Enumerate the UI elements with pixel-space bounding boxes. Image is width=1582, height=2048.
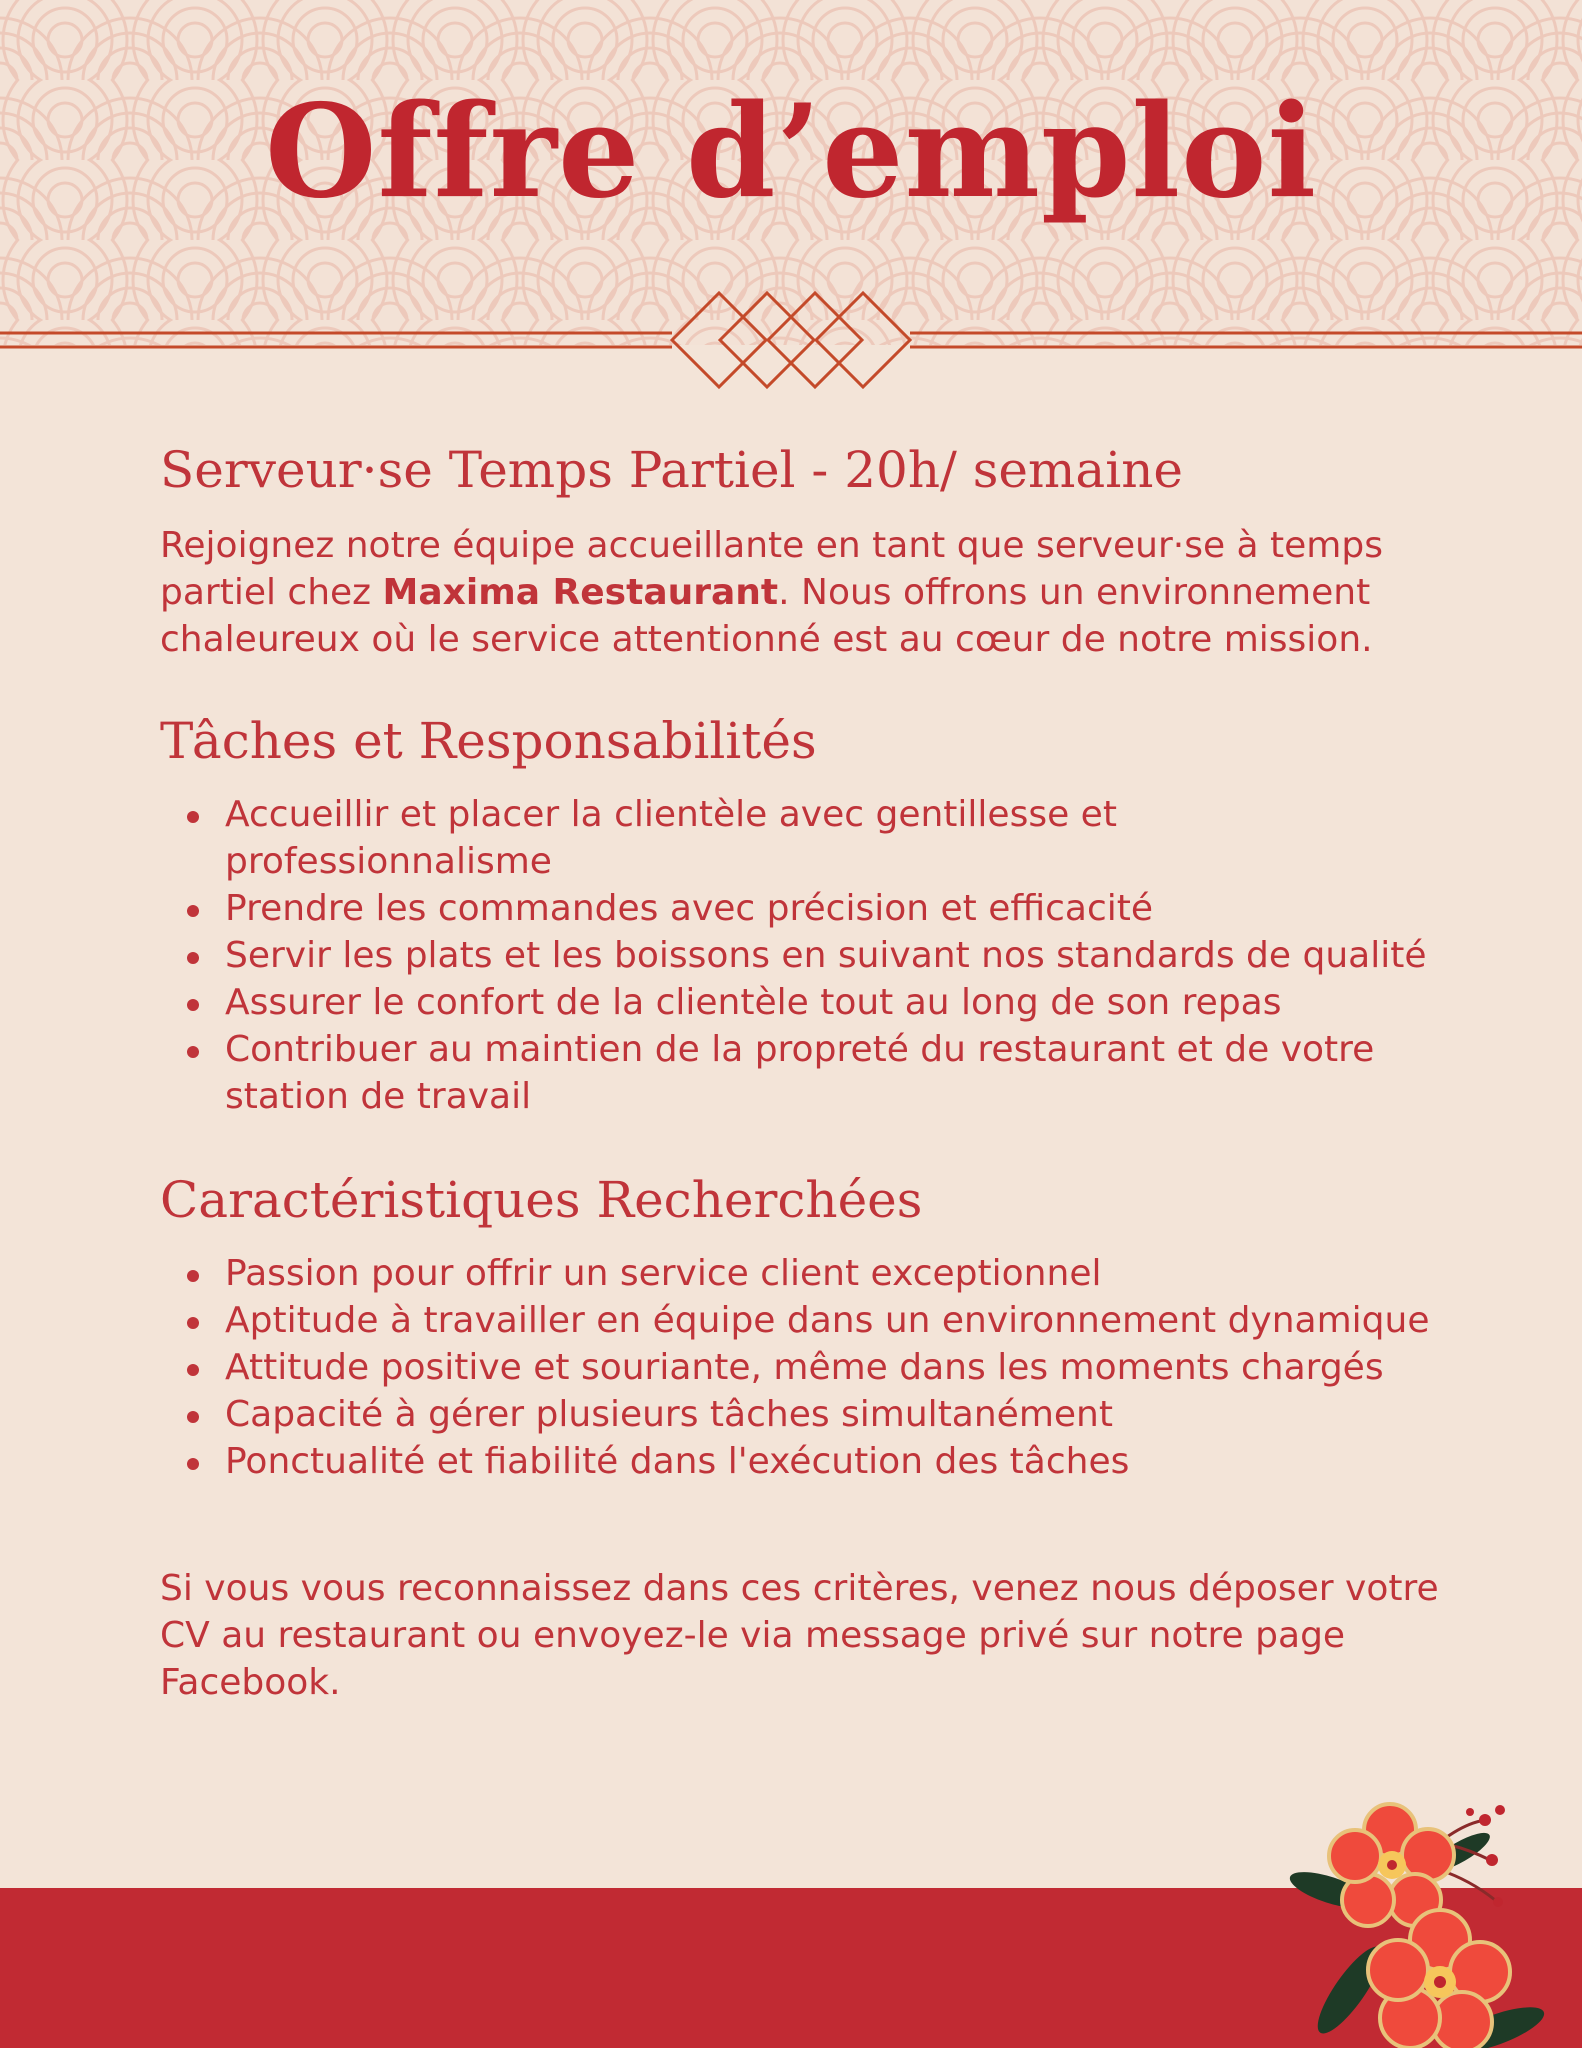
traits-list bbox=[160, 1250, 1440, 1485]
plum-blossom-icon bbox=[1270, 1790, 1570, 2048]
list-item: Aptitude à travailler en équipe dans un environnement dynamique bbox=[225, 1297, 1440, 1344]
job-title-heading: Serveur·se Temps Partiel - 20h/ semaine bbox=[160, 441, 1184, 499]
list-item: Capacité à gérer plusieurs tâches simultanément bbox=[225, 1391, 1440, 1438]
intro-paragraph bbox=[160, 522, 1440, 663]
restaurant-name: Maxima Restaurant bbox=[382, 572, 779, 613]
main-content bbox=[160, 440, 1440, 1706]
list-item: Assurer le confort de la clientèle tout au long de son repas bbox=[225, 979, 1440, 1026]
page-title: Offre d’emploi bbox=[264, 77, 1318, 227]
tasks-list bbox=[160, 791, 1440, 1120]
header-divider bbox=[0, 290, 1582, 390]
list-item: Servir les plats et les boissons en suivant nos standards de qualité bbox=[225, 932, 1440, 979]
list-item: Ponctualité et fiabilité dans l'exécution des tâches bbox=[225, 1438, 1440, 1485]
traits-heading: Caractéristiques Recherchées bbox=[160, 1171, 923, 1229]
list-item: Contribuer au maintien de la propreté du restaurant et de votre station de travail bbox=[225, 1026, 1440, 1120]
tasks-heading: Tâches et Responsabilités bbox=[160, 712, 817, 770]
diamond-lattice-icon bbox=[672, 293, 910, 387]
closing-paragraph: Si vous vous reconnaissez dans ces critères, venez nous déposer votre CV au restaurant ou envoyez-le via message privé sur notre page Facebook. bbox=[160, 1568, 1439, 1703]
intro-text-start: Rejoignez notre équipe accueillante en tant que serveur·se à temps partiel chez bbox=[160, 525, 1383, 613]
list-item: Accueillir et placer la clientèle avec gentillesse et professionnalisme bbox=[225, 791, 1440, 885]
list-item: Attitude positive et souriante, même dans les moments chargés bbox=[225, 1344, 1440, 1391]
intro-text-end: . Nous offrons un environnement chaleureux où le service attentionné est au cœur de notre mission. bbox=[160, 572, 1373, 660]
list-item: Passion pour offrir un service client exceptionnel bbox=[225, 1250, 1440, 1297]
list-item: Prendre les commandes avec précision et efficacité bbox=[225, 885, 1440, 932]
